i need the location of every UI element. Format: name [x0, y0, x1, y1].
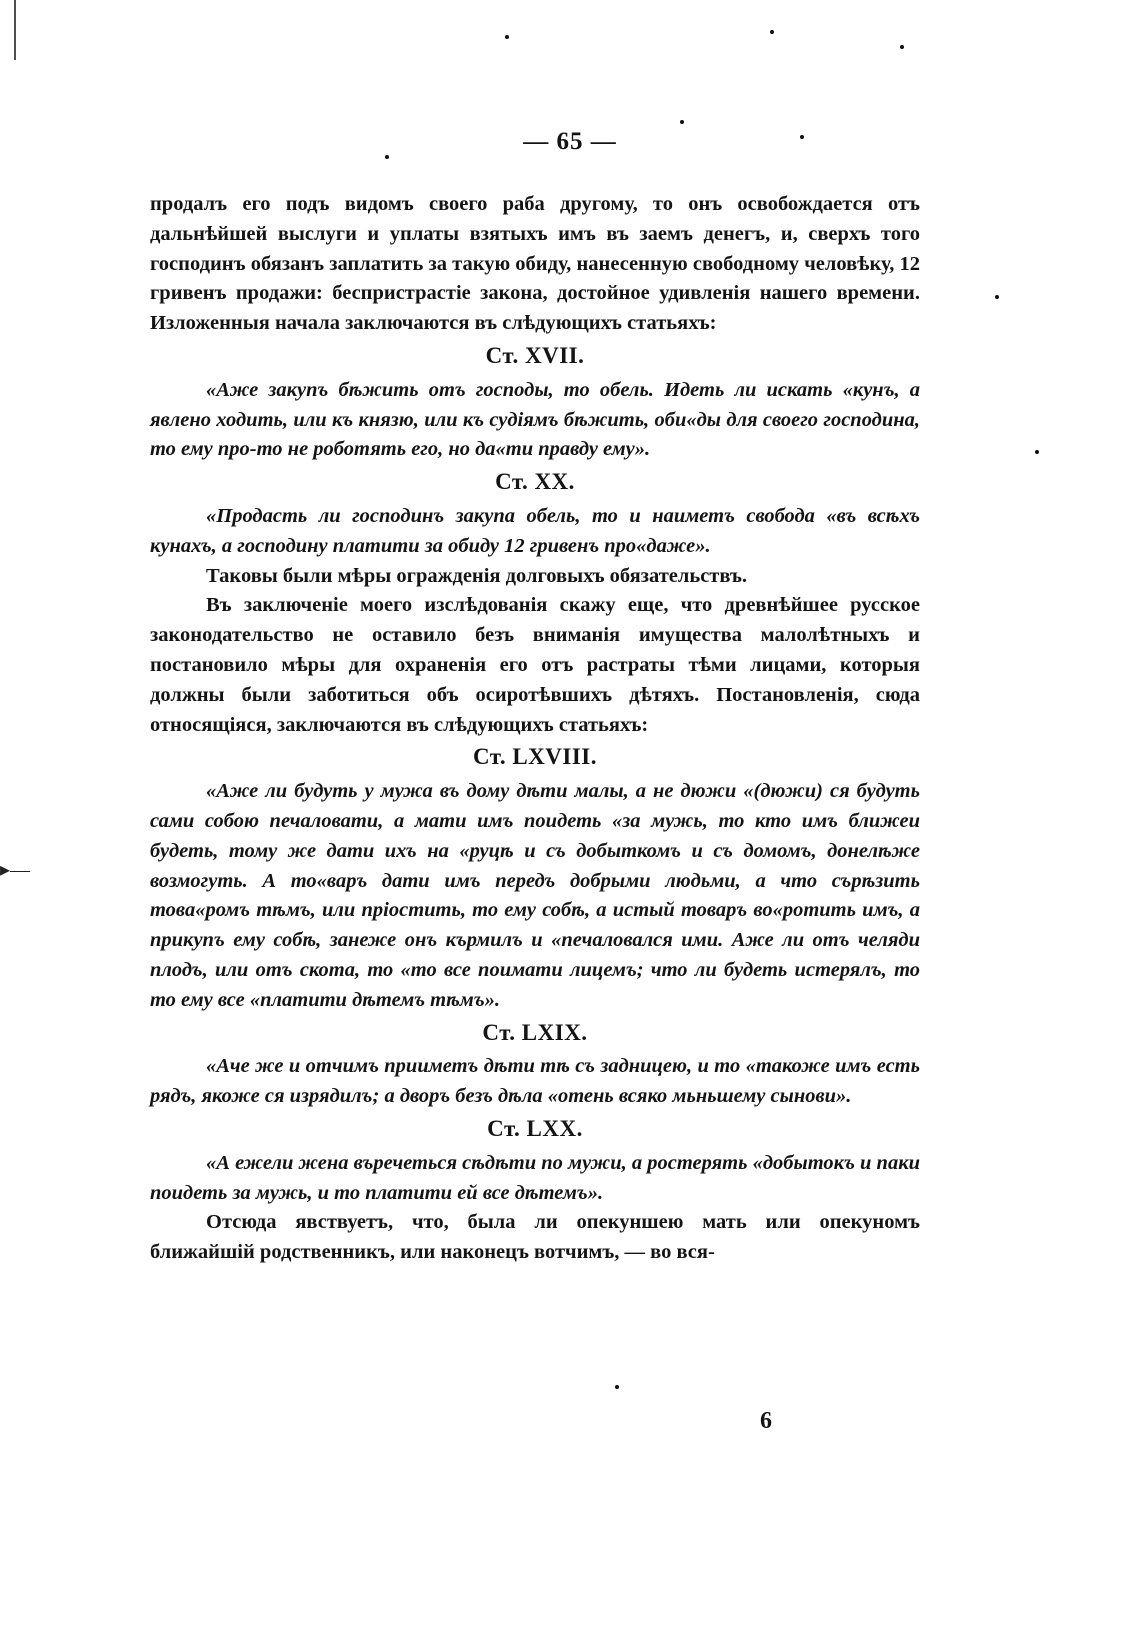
- article-heading: Ст. LXIX.: [482, 1019, 588, 1045]
- scan-speck: [770, 30, 774, 34]
- scan-speck: [680, 120, 684, 124]
- scan-speck: [900, 45, 904, 49]
- quoted-statute: «Аче же и отчимъ прииметъ дѣти тѣ съ задницею, и то «такоже имъ есть рядъ, якоже ся изрядилъ; а дворъ безъ дѣла «отень всяко мьньшему сынови».: [150, 1055, 920, 1108]
- scan-edge-line: [14, 0, 16, 60]
- scan-speck: [505, 35, 509, 39]
- scan-speck: [995, 295, 999, 299]
- quoted-statute: «Аже ли будуть у мужа въ дому дѣти малы, а не дюжи «(дюжи) ся будуть сами собою печаловати, а мати имъ поидеть «за мужь, то кто имъ ближеи будеть, тому же дати ихъ на «руцѣ и съ добыткомъ и съ домомъ, донелѣже возмогуть. А то«варъ дати имъ передъ добрыми людьми, а что сърѣзить това«ромъ тѣмъ, или пріостить, то ему собѣ, а истый товаръ во«ротить имъ, а прикупъ ему собѣ, занеже онъ кърмилъ и «печаловался ими. Аже ли отъ челяди плодъ, или отъ скота, то «то все поимати лицемъ; что ли будеть истерялъ, то то ему все «платити дѣтемъ тѣмъ».: [150, 780, 920, 1011]
- article-heading: Ст. LXX.: [487, 1115, 583, 1141]
- quoted-statute: «Продасть ли господинъ закупа обель, то и наиметъ свобода «въ всѣхъ кунахъ, а господину платити за обиду 12 гривенъ про«даже».: [150, 504, 920, 557]
- article-heading: Ст. XX.: [495, 469, 575, 495]
- quoted-statute: «Аже закупъ бѣжить отъ господы, то обель. Идеть ли искать «кунъ, а явлено ходить, или къ князю, или къ судіямъ бѣжить, оби«ды для своего господина, то ему про-то не роботять его, но да«ти правду ему».: [150, 378, 920, 461]
- paragraph: Въ заключеніе моего изслѣдованія скажу еще, что древнѣйшее русское законодательство не оставило безъ вниманія имущества малолѣтныхъ и постановило мѣры для охраненія его отъ растраты тѣми лицами, которыя должны были заботиться объ осиротѣвшихъ дѣтяхъ. Постановленія, сюда относящіяся, заключаются въ слѣдующихъ статьяхъ:: [150, 594, 920, 736]
- paragraph: Таковы были мѣры огражденія долговыхъ обязательствъ.: [206, 564, 748, 587]
- paragraph: продалъ его подъ видомъ своего раба другому, то онъ освобождается отъ дальнѣйшей выслуги и уплаты взятыхъ имъ въ заемъ денегъ, и, сверхъ того господинъ обязанъ заплатить за такую обиду, нанесенную свободному человѣку, 12 гривенъ продажи: беспристрастіе закона, достойное удивленія нашего времени. Изложенныя начала заключаются въ слѣдующихъ статьяхъ:: [150, 193, 920, 335]
- scan-speck: [615, 1385, 619, 1389]
- scan-speck: [1035, 450, 1039, 454]
- paragraph: Отсюда явствуетъ, что, была ли опекуншею мать или опекуномъ ближайшій родственникъ, или наконецъ вотчимъ, — во вся-: [150, 1211, 920, 1264]
- article-heading: Ст. LXVIII.: [472, 744, 598, 770]
- page-number: — 65 —: [523, 128, 617, 155]
- quoted-statute: «А ежели жена въречеться сѣдѣти по мужи, а ростерять «добытокъ и паки поидеть за мужь, и то платити ей все дѣтемъ».: [150, 1151, 920, 1204]
- signature-mark: 6: [760, 1408, 772, 1434]
- scan-margin-mark: ▸—: [0, 859, 31, 881]
- page-body: [150, 190, 920, 1268]
- article-heading: Ст. XVII.: [485, 342, 585, 368]
